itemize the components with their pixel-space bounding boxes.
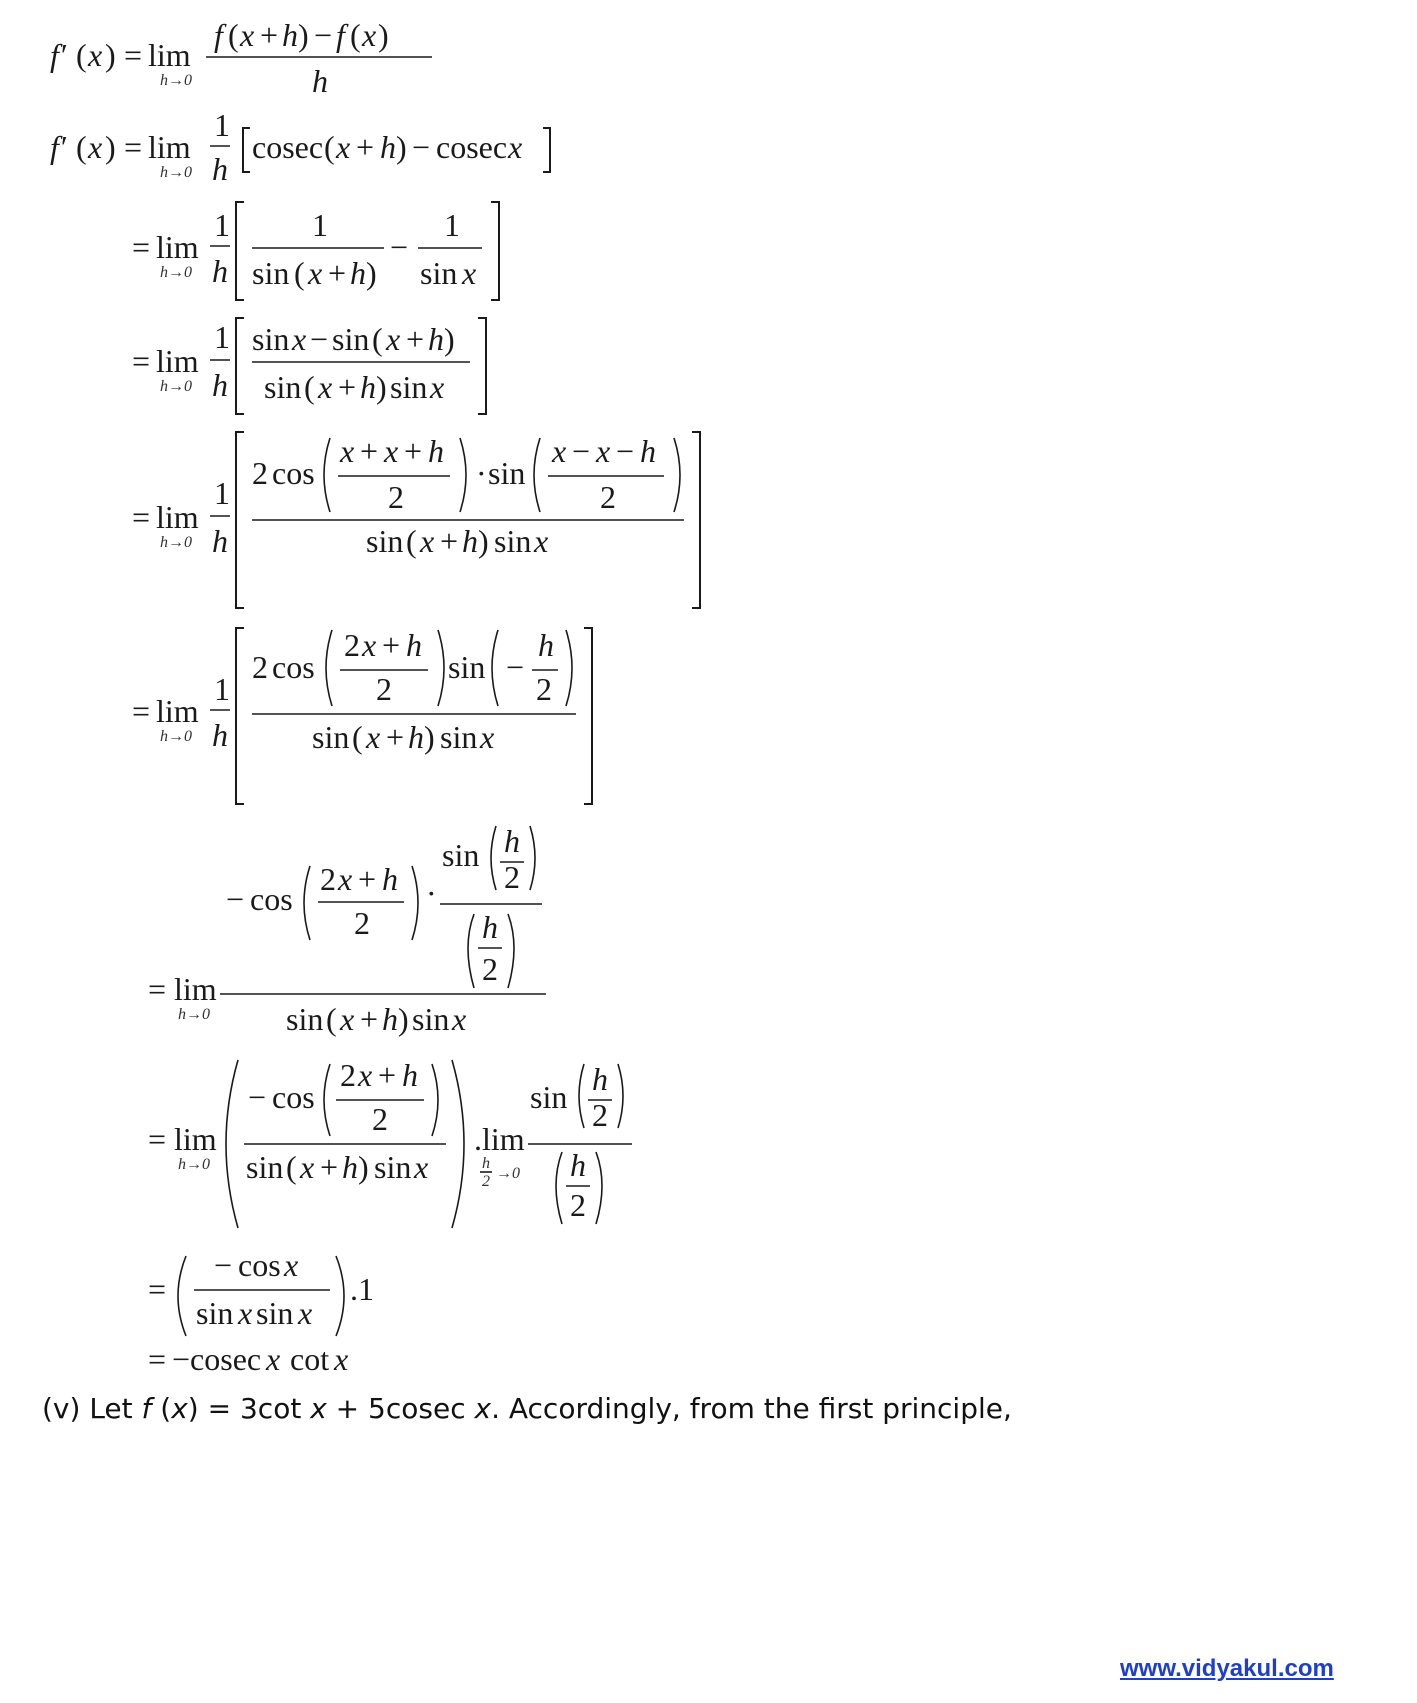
svg-text:=: = [132, 229, 151, 265]
svg-text:2: 2 [376, 671, 392, 707]
svg-text:(: ( [372, 321, 383, 357]
svg-text:sin: sin [448, 649, 486, 685]
svg-text:h: h [380, 129, 396, 165]
svg-text:x: x [336, 129, 351, 165]
svg-text:lim: lim [148, 37, 191, 73]
svg-text:+: + [382, 627, 401, 663]
svg-text:(: ( [350, 17, 361, 53]
svg-text:h: h [212, 367, 228, 403]
svg-text:sin: sin [332, 321, 370, 357]
svg-text:x: x [420, 523, 435, 559]
svg-text:lim: lim [156, 499, 199, 535]
equation-line-10 [148, 1341, 348, 1377]
svg-text:): ) [298, 17, 309, 53]
svg-text:1: 1 [444, 207, 460, 243]
svg-text:x: x [318, 369, 333, 405]
svg-text:h: h [212, 523, 228, 559]
svg-text:x: x [596, 433, 611, 469]
svg-text:·: · [426, 875, 437, 911]
svg-text:x: x [266, 1341, 281, 1377]
svg-text:.1: .1 [350, 1271, 374, 1307]
part-v-statement [42, 1392, 1012, 1425]
svg-text:(: ( [76, 129, 87, 165]
svg-text:h: h [212, 253, 228, 289]
svg-text:sin: sin [374, 1149, 412, 1185]
svg-text:h: h [640, 433, 656, 469]
equation-line-9 [148, 1247, 374, 1336]
svg-text:1: 1 [214, 475, 230, 511]
svg-text:2: 2 [344, 627, 360, 663]
equation-line-8 [148, 1057, 632, 1228]
svg-text:): ) [358, 1149, 369, 1185]
svg-text:sin: sin [246, 1149, 284, 1185]
svg-text:1: 1 [214, 671, 230, 707]
svg-text:=: = [148, 1341, 167, 1377]
svg-text:−: − [310, 321, 329, 357]
svg-text:=: = [132, 343, 151, 379]
svg-text:=: = [124, 37, 143, 73]
svg-text:x: x [462, 255, 477, 291]
svg-text:x: x [284, 1247, 299, 1283]
svg-text:): ) [398, 1001, 409, 1037]
equation-line-6 [132, 627, 592, 804]
svg-text:(: ( [406, 523, 417, 559]
svg-text:lim: lim [156, 343, 199, 379]
svg-text:x: x [300, 1149, 315, 1185]
svg-text:−cosec: −cosec [172, 1341, 262, 1377]
svg-text:+: + [378, 1057, 397, 1093]
svg-text:h: h [592, 1061, 608, 1097]
svg-text:2: 2 [536, 671, 552, 707]
svg-text:h→0: h→0 [160, 72, 192, 89]
svg-text:=: = [148, 1271, 167, 1307]
svg-text:sin: sin [366, 523, 404, 559]
svg-text:−: − [390, 229, 409, 265]
svg-text:+: + [404, 433, 423, 469]
svg-text:h: h [350, 255, 366, 291]
svg-text:h: h [382, 861, 398, 897]
svg-text:h: h [282, 17, 298, 53]
svg-text:2: 2 [372, 1101, 388, 1137]
svg-text:+: + [356, 129, 375, 165]
svg-text:h→0: h→0 [160, 264, 192, 281]
svg-text:x: x [386, 321, 401, 357]
svg-text:sin: sin [196, 1295, 234, 1331]
svg-text:x: x [308, 255, 323, 291]
svg-text:sin: sin [252, 321, 290, 357]
svg-text:(: ( [352, 719, 363, 755]
svg-text:(: ( [294, 255, 305, 291]
svg-text:f: f [336, 17, 345, 53]
svg-text:+: + [320, 1149, 339, 1185]
svg-text:sin: sin [312, 719, 350, 755]
svg-text:→0: →0 [496, 1165, 520, 1182]
svg-text:−: − [314, 17, 333, 53]
svg-text:x: x [414, 1149, 429, 1185]
svg-text:2: 2 [354, 905, 370, 941]
svg-text:−: − [572, 433, 591, 469]
svg-text:2: 2 [252, 649, 268, 685]
svg-text:x: x [298, 1295, 313, 1331]
svg-text:1: 1 [214, 107, 230, 143]
svg-text:2: 2 [600, 479, 616, 515]
svg-text:x: x [430, 369, 445, 405]
svg-text:x: x [534, 523, 549, 559]
svg-text:x: x [366, 719, 381, 755]
svg-text:2: 2 [592, 1097, 608, 1133]
svg-text:sin: sin [256, 1295, 294, 1331]
svg-text:−: − [214, 1247, 233, 1283]
svg-text:=: = [132, 499, 151, 535]
svg-text:): ) [105, 37, 116, 73]
svg-text:cos: cos [272, 1079, 315, 1115]
svg-text:+: + [386, 719, 405, 755]
svg-text:x: x [340, 1001, 355, 1037]
svg-text:): ) [376, 369, 387, 405]
svg-text:cosec: cosec [252, 129, 324, 165]
svg-text:h→0: h→0 [160, 378, 192, 395]
svg-text:): ) [378, 17, 389, 53]
prose-variable: x [474, 1392, 492, 1425]
svg-text:−: − [616, 433, 635, 469]
svg-text:sin: sin [252, 255, 290, 291]
svg-text:sin: sin [494, 523, 532, 559]
svg-text:2: 2 [504, 859, 520, 895]
svg-text:sin: sin [390, 369, 428, 405]
svg-text:1: 1 [214, 207, 230, 243]
svg-text:+: + [406, 321, 425, 357]
svg-text:2: 2 [482, 951, 498, 987]
svg-text:h: h [360, 369, 376, 405]
svg-text:sin: sin [420, 255, 458, 291]
svg-text:2: 2 [340, 1057, 356, 1093]
svg-text:x: x [238, 1295, 253, 1331]
svg-text:): ) [444, 321, 455, 357]
svg-text:(: ( [228, 17, 239, 53]
svg-text:(: ( [324, 129, 335, 165]
svg-text:−: − [412, 129, 431, 165]
svg-text:cos: cos [250, 881, 293, 917]
svg-text:x: x [340, 433, 355, 469]
svg-text:x: x [384, 433, 399, 469]
svg-text:2: 2 [482, 1173, 490, 1190]
equation-line-5 [132, 432, 700, 608]
svg-text:x: x [362, 627, 377, 663]
svg-text:h: h [212, 717, 228, 753]
svg-text:cosec: cosec [436, 129, 508, 165]
svg-text:lim: lim [156, 693, 199, 729]
svg-text:cos: cos [272, 455, 315, 491]
svg-text:h: h [504, 823, 520, 859]
svg-text:x: x [362, 17, 377, 53]
svg-text:h: h [312, 63, 328, 99]
equation-line-1 [50, 17, 432, 99]
svg-text:x: x [452, 1001, 467, 1037]
vidyakul-website-link[interactable]: www.vidyakul.com [1120, 1655, 1334, 1682]
svg-text:): ) [396, 129, 407, 165]
svg-text:lim: lim [148, 129, 191, 165]
svg-text:−: − [248, 1079, 267, 1115]
svg-text:lim: lim [174, 1121, 217, 1157]
svg-text:2: 2 [570, 1187, 586, 1223]
prose-text: . Accordingly, from the first principle, [491, 1392, 1012, 1425]
svg-text:h→0: h→0 [160, 164, 192, 181]
svg-text:+: + [328, 255, 347, 291]
svg-text:): ) [478, 523, 489, 559]
svg-text:f′: f′ [50, 37, 66, 73]
svg-text:+: + [360, 1001, 379, 1037]
svg-text:=: = [124, 129, 143, 165]
svg-text:h: h [402, 1057, 418, 1093]
equation-line-7 [148, 823, 546, 1037]
svg-text:h→0: h→0 [178, 1156, 210, 1173]
svg-text:sin: sin [488, 455, 526, 491]
svg-text:cos: cos [238, 1247, 281, 1283]
svg-text:h→0: h→0 [178, 1006, 210, 1023]
svg-text:f′: f′ [50, 129, 66, 165]
svg-text:x: x [292, 321, 307, 357]
svg-text:+: + [260, 17, 279, 53]
svg-text:h: h [342, 1149, 358, 1185]
svg-text:(: ( [326, 1001, 337, 1037]
svg-text:sin: sin [530, 1079, 568, 1115]
svg-text:h: h [538, 627, 554, 663]
svg-text:2: 2 [252, 455, 268, 491]
svg-text:x: x [358, 1057, 373, 1093]
prose-text: ) = 3cot [187, 1392, 311, 1425]
svg-text:sin: sin [412, 1001, 450, 1037]
svg-text:−: − [506, 649, 525, 685]
svg-text:sin: sin [440, 719, 478, 755]
prose-function-symbol: f [141, 1392, 152, 1425]
svg-text:h: h [408, 719, 424, 755]
svg-text:(: ( [76, 37, 87, 73]
svg-text:cot: cot [290, 1341, 330, 1377]
svg-text:2: 2 [388, 479, 404, 515]
svg-text:h: h [406, 627, 422, 663]
svg-text:(: ( [304, 369, 315, 405]
svg-text:x: x [88, 129, 103, 165]
svg-text:h→0: h→0 [160, 728, 192, 745]
svg-text:1: 1 [312, 207, 328, 243]
prose-variable: x [310, 1392, 327, 1425]
svg-text:h: h [382, 1001, 398, 1037]
svg-text:h: h [482, 1155, 490, 1172]
svg-text:+: + [360, 433, 379, 469]
svg-text:x: x [88, 37, 103, 73]
svg-text:): ) [366, 255, 377, 291]
prose-text: (v) Let [42, 1392, 142, 1425]
svg-text:lim: lim [174, 971, 217, 1007]
svg-text:h: h [428, 433, 444, 469]
svg-text:2: 2 [320, 861, 336, 897]
svg-text:x: x [552, 433, 567, 469]
svg-text:h: h [482, 909, 498, 945]
svg-text:x: x [240, 17, 255, 53]
svg-text:=: = [148, 971, 167, 1007]
svg-text:lim: lim [156, 229, 199, 265]
svg-text:cos: cos [272, 649, 315, 685]
svg-text:.lim: .lim [474, 1121, 525, 1157]
svg-text:h: h [570, 1147, 586, 1183]
svg-text:(: ( [286, 1149, 297, 1185]
svg-text:x: x [334, 1341, 349, 1377]
svg-text:1: 1 [214, 319, 230, 355]
svg-text:+: + [440, 523, 459, 559]
equation-line-3 [132, 202, 499, 300]
prose-text: ( [151, 1392, 172, 1425]
svg-text:sin: sin [442, 837, 480, 873]
prose-text: + 5cosec [326, 1392, 475, 1425]
svg-text:): ) [424, 719, 435, 755]
svg-text:): ) [105, 129, 116, 165]
svg-text:+: + [338, 369, 357, 405]
equation-line-2 [50, 107, 550, 187]
svg-text:x: x [480, 719, 495, 755]
svg-text:sin: sin [264, 369, 302, 405]
svg-text:sin: sin [286, 1001, 324, 1037]
svg-text:h: h [428, 321, 444, 357]
svg-text:x: x [508, 129, 523, 165]
svg-text:−: − [226, 881, 245, 917]
svg-text:h: h [462, 523, 478, 559]
svg-text:·: · [476, 455, 487, 491]
prose-variable: x [171, 1392, 188, 1425]
svg-text:x: x [338, 861, 353, 897]
svg-text:h: h [212, 151, 228, 187]
svg-text:h→0: h→0 [160, 534, 192, 551]
svg-text:f: f [214, 17, 223, 53]
svg-text:=: = [148, 1121, 167, 1157]
svg-text:=: = [132, 693, 151, 729]
svg-text:+: + [358, 861, 377, 897]
equation-line-4 [132, 318, 486, 414]
